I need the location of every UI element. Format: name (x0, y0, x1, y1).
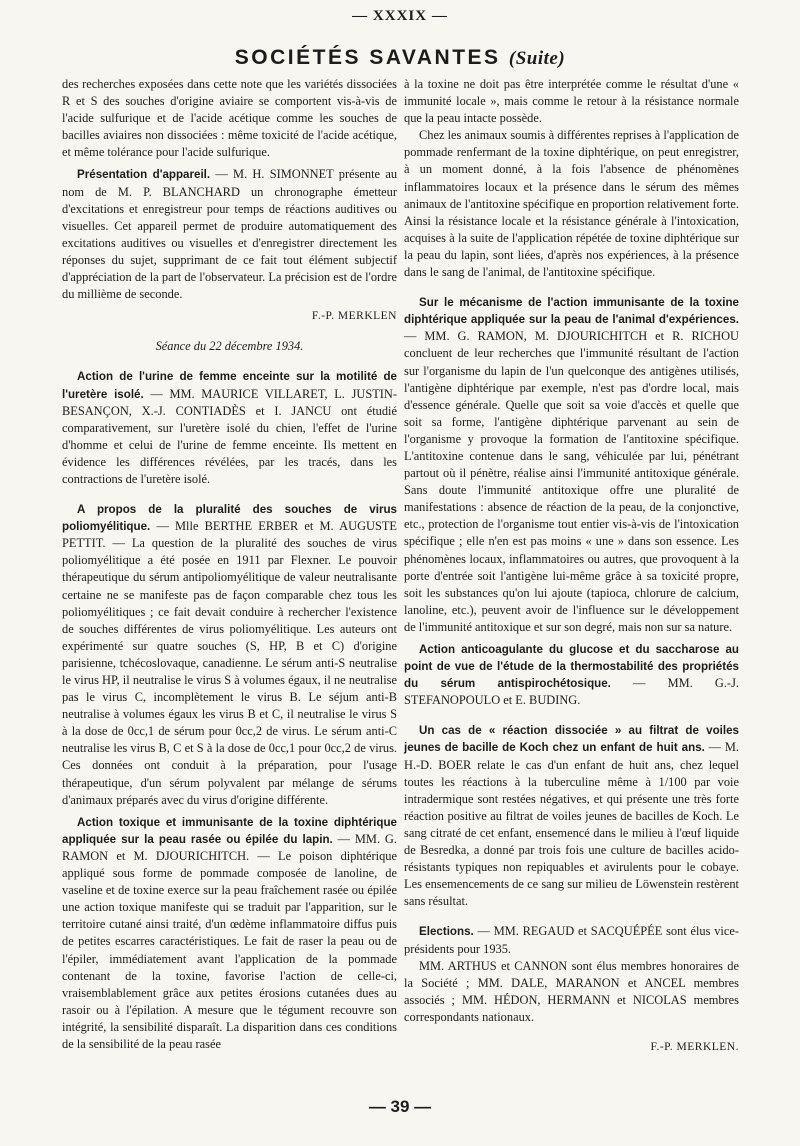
article-toxine-diphterique (62, 814, 397, 1053)
paragraph-members: MM. ARTHUS et CANNON sont élus membres honoraires de la Société ; MM. DALE, MARANON et ANCEL membres associés ; MM. HÉDON, HERMANN et NICOLAS membres correspondants nationaux. (404, 958, 739, 1024)
right-column (404, 76, 739, 1056)
article-anticoagulant-glucose (404, 641, 739, 709)
page-number-roman: — XXXIX — (352, 8, 448, 24)
article-title: Elections. (419, 925, 474, 939)
signature: F.-P. MERKLEN (311, 310, 397, 323)
article-text: — MM. MAURICE VILLARET, L. JUSTIN-BESANÇON, X.-J. CONTIADÈS et I. JANCU ont étudié comparativement, sur l'uretère isolé du chien, l'effet de l'urine d'homme et celui de l'urine de femme enceinte. Ils mettent en évidence les différences révélées, par les tracés, dans les contractions de l'uretère isolé. (62, 386, 398, 486)
signature: F.-P. MERKLEN. (650, 1040, 739, 1053)
article-urine-uretere (62, 368, 397, 488)
article-text: — MM. REGAUD et SACQUÉPÉE sont élus vice-présidents pour 1935. (404, 924, 739, 956)
article-title: Un cas de « réaction dissociée » au filtrat de voiles jeunes de bacille de Koch chez un enfant de huit ans. (404, 724, 739, 755)
article-text: — MM. G. RAMON et M. DJOURICHITCH. — Le poison diphtérique appliqué sous forme de pommade composée de lanoline, de vaseline et de toxine exerce sur la peau fraîchement rasée ou épilée une action toxique manifeste qui se traduit par l'apparition, sur le territoire cutané ainsi traité, d'un œdème inflammatoire diffus puis de petites escarres caractéristiques. Le fait de raser la peau ou de l'épiler, immédiatement avant l'application de la pommade contenant de la toxine, favorise l'action de celle-ci, vraisemblablement grâce aux petites érosions cutanées dues au rasoir ou à l'épilation. A mesure que le tégument recouvre son intégrité, la sensibilité disparaît. La disparition dans ces conditions de la sensibilité de la peau rasée (62, 831, 397, 1051)
article-text: — Mlle BERTHE ERBER et M. AUGUSTE PETTIT. — La question de la pluralité des souches de virus poliomyélitique a été posée en 1911 par Flexner. Le pouvoir thérapeutique du sérum antipoliomyélitique de valeur neutralisante certaine ne se manifeste pas de façon comparable chez tous les poliomyélitiques ; ce fait devait conduire à rechercher l'existence de souches différentes de virus poliomyélitique. Les auteurs ont expérimenté sur quatre souches (S, HP, B et C) d'origine parisienne, tchécoslovaque, canadienne. Le sérum anti-S neutralise le virus HP, il neutralise le virus S à volumes égaux, il ne neutralise pas le virus C, incomplètement le virus B. Le séjum anti-B neutralise à volumes égaux les virus B et C, il neutralise le virus S à la dose de 0cc,1 de sérum pour 0cc,2 de virus. Le sérum anti-C neutralise les virus B, C et S à la dose de 0cc,1 pour 0cc,2 de virus. Ces données ont conduit à la préparation, pour l'usage thérapeutique, d'un sérum polyvalent par mélange de sérums d'animaux préparés avec du virus d'origine différente. (62, 519, 397, 807)
heading-suite: (Suite) (508, 48, 566, 69)
article-reaction-dissociee (404, 722, 739, 910)
paragraph: Chez les animaux soumis à différentes reprises à l'application de pommade renfermant de la toxine diphtérique, on peut enregistrer, à un moment donné, à la fois l'absence de phénomènes inflammatoires locaux et la présence dans le sérum des mêmes animaux de l'antitoxine spécifique en proportion relativement forte. Ainsi la résistance locale et la résistance générale à l'intoxication, acquises à la suite de l'application répétée de toxine diphtérique sur la peau du lapin, sont liées, d'après nos expériences, à la présence dans le sang de l'animal, de l'antitoxine spécifique. (404, 128, 739, 280)
left-column (62, 76, 397, 1053)
article-elections (404, 923, 739, 957)
article-mecanisme-immunisant (404, 294, 739, 636)
article-title: Action toxique et immunisante de la toxine diphtérique appliquée sur la peau rasée ou épilée du lapin. (62, 815, 397, 846)
article-text: — M. H.-D. BOER relate le cas d'un enfant de huit ans, chez lequel toutes les réactions à la tuberculine même à 1/100 par voie intradermique sont restées négatives, et qui présente une très forte réaction positive au filtrat de voiles jeunes de bacilles de Koch. Le sang citraté de cet enfant, ensemencé dans le milieu à l'œuf liquide de Besredka, a donné par trois fois une culture de bacilles acido-résistants typiques non repiquables et avirulents pour le cobaye. Les ensemencements de ce sang sur milieu de Löwenstein restèrent sans résultat. (404, 740, 739, 909)
article-text: — MM. G. RAMON, M. DJOURICHITCH et R. RICHOU concluent de leur recherches que l'immunité résultant de l'action sur l'organisme du lapin de l'un quelconque des antigènes utilisés, l'antigène diphtérique par exemple, n'est pas d'ordre local, mais d'essence générale. Quelle que soit sa voie d'accès et quelle que soit sa forme, l'antigène diphtérique parvenant au sein de l'organisme y provoque la formation de l'antitoxine spécifique. L'antitoxine contenue dans le sang, véhiculée par lui, pénétrant partout où il pénètre, réalise ainsi l'immunité antitoxique générale. Sans doute l'immunité antitoxique offre une pluralité de manifestations : absence de réaction de la peau, de la conjonctive, etc., protection de l'organisme tout entier vis-à-vis de l'intoxication spécifique ; elle n'en est pas moins « une » dans son essence. Les phénomènes locaux, inflammatoires ou autres, que provoquent à la porte d'entrée soit l'antigène lui-même grâce à sa toxicité propre, soit les substances qu'on lui ajoute (tapioca, chlorure de calcium, lanoline, etc.), peuvent avoir de l'influence sur le développement de l'immunité antitoxique et sur son degré, mais non sur sa nature. (404, 329, 739, 634)
article-title: Action de l'urine de femme enceinte sur la motilité de l'uretère isolé. (62, 370, 397, 401)
article-presentation-appareil (62, 166, 397, 303)
article-title: Présentation d'appareil. (77, 168, 211, 182)
page-number: — 39 — (368, 1097, 432, 1116)
paragraph: des recherches exposées dans cette note que les variétés dissociées R et S des souches d'origine aviaire se comportent vis-à-vis de l'acide sulfurique et de l'acide acétique comme les souches de bacilles aviaires non dissociées : même toxicité de l'acide acétique, et même tolérance pour l'acide sulfurique. (62, 77, 397, 160)
article-title: A propos de la pluralité des souches de virus poliomyélitique. (62, 503, 397, 534)
page-heading (0, 46, 800, 70)
paragraph: à la toxine ne doit pas être interprétée comme le résultat d'une « immunité locale », mais comme le retour à la résistance normale que la peau intacte possède. (404, 77, 739, 126)
heading-title: SOCIÉTÉS SAVANTES (234, 46, 501, 69)
article-text: — MM. G.-J. STEFANOPOULO et E. BUDING. (404, 676, 739, 708)
seance-date: Séance du 22 décembre 1934. (155, 339, 304, 354)
article-title: Sur le mécanisme de l'action immunisante de la toxine diphtérique appliquée sur la peau de l'animal d'expériences. (404, 296, 739, 327)
article-title: Action anticoagulante du glucose et du saccharose au point de vue de l'étude de la thermostabilité des propriétés du sérum antispirochétosique. (404, 643, 739, 691)
article-virus-poliomyelitique (62, 501, 397, 809)
article-text: — M. H. SIMONNET présente au nom de M. P. BLANCHARD un chronographe émetteur d'excitations et enregistreur pour temps de réactions auditives ou visuelles. Cet appareil permet de produire automatiquement des excitations auditives ou visuelles et d'enregistrer directement les réponses du sujet, supprimant de ce fait tout élément subjectif d'appréciation de la part de l'observateur. La précision est de l'ordre du millième de seconde. (62, 167, 398, 302)
